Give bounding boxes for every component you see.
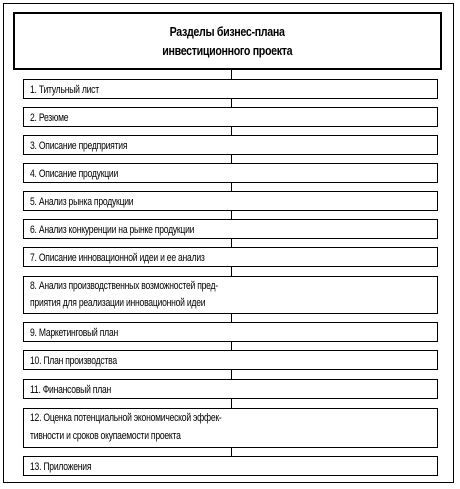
section-label: 1. Титульный лист: [30, 84, 99, 96]
section-label: 2. Резюме: [30, 112, 69, 124]
section-label-line-1: 8. Анализ производственных возможностей пред-: [30, 280, 218, 292]
section-label: 6. Анализ конкуренции на рынке продукции: [30, 224, 195, 236]
section-box-10: [23, 350, 438, 370]
diagram-title-box: [13, 12, 442, 70]
title-line-2: инвестиционного проекта: [162, 43, 293, 58]
section-label: 5. Анализ рынка продукции: [30, 196, 134, 208]
section-box-12: [23, 408, 438, 448]
section-label-line-2: приятия для реализации инновационной идеи: [30, 297, 206, 309]
section-label-line-1: 12. Оценка потенциальной экономической эффек-: [30, 412, 222, 424]
section-box-5: [23, 191, 438, 211]
section-box-3: [23, 135, 438, 155]
section-label: 11. Финансовый план: [30, 384, 112, 396]
section-box-4: [23, 163, 438, 183]
section-box-1: [23, 79, 438, 99]
section-label: 3. Описание предприятия: [30, 140, 128, 152]
title-line-1: Разделы бизнес-плана: [170, 24, 285, 39]
section-box-2: [23, 107, 438, 127]
section-box-7: [23, 247, 438, 267]
section-label: 13. Приложения: [30, 461, 92, 473]
section-box-9: [23, 322, 438, 342]
section-box-11: [23, 379, 438, 399]
section-label: 9. Маркетинговый план: [30, 327, 118, 339]
section-label: 10. План производства: [30, 355, 117, 367]
section-label: 4. Описание продукции: [30, 168, 119, 180]
section-box-13: [23, 456, 438, 476]
section-label: 7. Описание инновационной идеи и ее анализ: [30, 252, 205, 264]
section-box-6: [23, 219, 438, 239]
section-label-line-2: тивности и сроков окупаемости проекта: [30, 430, 181, 442]
section-box-8: [23, 276, 438, 314]
